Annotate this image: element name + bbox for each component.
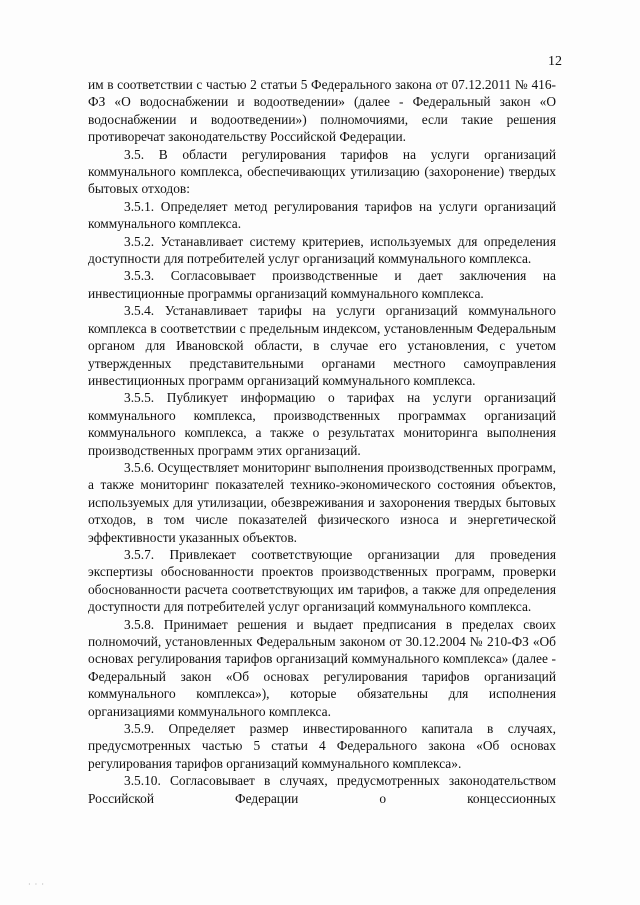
paragraph-3-5: 3.5. В области регулирования тарифов на услуги организаций коммунального комплекса, обеспечивающих утилизацию (захоронение) твердых бытовых отходов: bbox=[88, 146, 556, 197]
paragraph-3-5-10: 3.5.10. Согласовывает в случаях, предусмотренных законодательством Российской Федерации о концессионных bbox=[88, 773, 556, 806]
paragraph-3-5-3: 3.5.3. Согласовывает производственные и дает заключения на инвестиционные программы организаций коммунального комплекса. bbox=[88, 268, 556, 301]
paragraph-3-5-5: 3.5.5. Публикует информацию о тарифах на услуги организаций коммунального комплекса, производственных программах организаций коммунального комплекса, а также о результатах мониторинга выполнения производственных программ этих организаций. bbox=[88, 390, 556, 458]
paragraph-3-5-8: 3.5.8. Принимает решения и выдает предписания в пределах своих полномочий, установленных Федеральным законом от 30.12.2004 № 210-ФЗ «Об основах регулирования тарифов организаций коммунального комплекса» (далее - Федеральный закон «Об основах регулирования тарифов организаций коммунального комплекса»), которые обязательны для исполнения организациями коммунального комплекса. bbox=[88, 616, 556, 719]
paragraph-3-5-9: 3.5.9. Определяет размер инвестированного капитала в случаях, предусмотренных частью 5 статьи 4 Федерального закона «Об основах регулирования тарифов организаций коммунального комплекса». bbox=[88, 721, 556, 771]
paragraph-3-5-2: 3.5.2. Устанавливает систему критериев, используемых для определения доступности для потребителей услуг организаций коммунального комплекса. bbox=[88, 233, 556, 267]
page-number: 12 bbox=[548, 54, 562, 69]
paragraph-3-5-7: 3.5.7. Привлекает соответствующие организации для проведения экспертизы обоснованности проектов производственных программ, проверки обоснованности расчета соответствующих им тарифов, а также для определения доступности для потребителей услуг организаций коммунального комплекса. bbox=[88, 546, 556, 615]
document-body bbox=[88, 76, 556, 807]
paragraph-3-5-4: 3.5.4. Устанавливает тарифы на услуги организаций коммунального комплекса в соответствии с предельным индексом, установленным Федеральным органом для Ивановской области, в случае его установления, с учетом утвержденных представительными органами местного самоуправления инвестиционных программ организаций коммунального комплекса. bbox=[88, 303, 556, 388]
scan-artifact-mark: · · · bbox=[28, 880, 45, 889]
paragraph-3-5-1: 3.5.1. Определяет метод регулирования тарифов на услуги организаций коммунального комплекса. bbox=[88, 198, 556, 232]
paragraph-3-5-6: 3.5.6. Осуществляет мониторинг выполнения производственных программ, а также мониторинг показателей технико-экономического состояния объектов, используемых для утилизации, обезвреживания и захоронения твердых бытовых отходов, в том числе показателей физического износа и энергетической эффективности указанных объектов. bbox=[88, 459, 556, 545]
paragraph-continuation: им в соответствии с частью 2 статьи 5 Федерального закона от 07.12.2011 № 416-ФЗ «О водоснабжении и водоотведении» (далее - Федеральный закон «О водоснабжении и водоотведении») полномочиями, если такие решения противоречат законодательству Российской Федерации. bbox=[88, 77, 556, 145]
